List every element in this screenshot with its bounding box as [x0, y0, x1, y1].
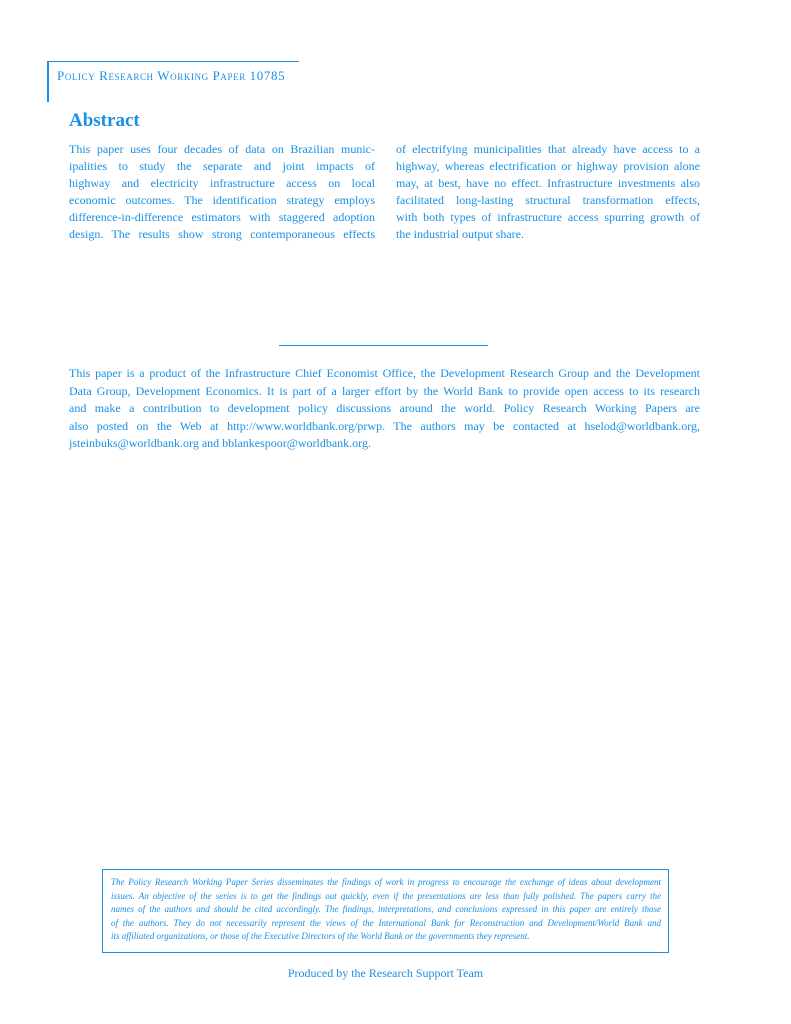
produced-by: Produced by the Research Support Team — [287, 966, 484, 980]
disclaimer-line: of the authors. They do not necessarily represent the views of the International Bank for Reconstruction and Development/World Bank and — [111, 917, 661, 928]
about-line: This paper is a product of the Infrastructure Chief Economist Office, the Development Research Group and the Development — [69, 366, 700, 380]
about-line: also posted on the Web at http://www.worldbank.org/prwp. The authors may be contacted at hselod@worldbank.org, — [69, 418, 700, 433]
abstract-heading: Abstract — [69, 110, 140, 131]
abstract-line: ipalities to study the separate and joint impacts of — [69, 159, 375, 173]
series-rule-horizontal — [47, 61, 299, 62]
abstract-line: highway, whereas electrification or highway provision alone — [396, 159, 700, 173]
abstract-right-column — [396, 141, 700, 243]
disclaimer-line: its affiliated organizations, or those of the Executive Directors of the World Bank or the governments they represent. — [111, 931, 530, 941]
disclaimer-line: issues. An objective of the series is to get the findings out quickly, even if the presentations are less than fully polished. The papers carry the — [111, 890, 661, 901]
about-line: and make a contribution to development policy discussions around the world. Policy Research Working Papers are — [69, 401, 700, 415]
abstract-line: This paper uses four decades of data on Brazilian munic- — [69, 142, 375, 156]
abstract-line: with both types of infrastructure access spurring growth of — [396, 210, 700, 224]
disclaimer-text — [111, 876, 661, 944]
abstract-line: economic outcomes. The identification strategy employs — [69, 193, 375, 207]
section-divider — [279, 345, 488, 346]
disclaimer-line: The Policy Research Working Paper Series disseminates the findings of work in progress to encourage the exchange of ideas about development — [111, 877, 661, 887]
abstract-line: highway and electricity infrastructure access on local — [69, 176, 375, 190]
disclaimer-box — [102, 869, 669, 953]
abstract-line: the industrial output share. — [396, 227, 524, 241]
about-line: Data Group, Development Economics. It is part of a larger effort by the World Bank to provide open access to its research — [69, 383, 700, 398]
series-rule-vertical — [47, 61, 49, 102]
abstract-line: may, at best, have no effect. Infrastructure investments also — [396, 176, 700, 190]
abstract-line: design. The results show strong contemporaneous effects — [69, 227, 375, 241]
disclaimer-line: names of the authors and should be cited accordingly. The findings, interpretations, and conclusions expressed in this paper are entirely those — [111, 904, 661, 914]
abstract-left-column — [69, 141, 375, 243]
series-title: Policy Research Working Paper 10785 — [57, 68, 286, 83]
abstract-line: of electrifying municipalities that already have access to a — [396, 142, 700, 156]
abstract-line: difference-in-difference estimators with staggered adoption — [69, 210, 375, 224]
about-line: jsteinbuks@worldbank.org and bblankespoor@worldbank.org. — [69, 436, 371, 450]
abstract-line: facilitated long-lasting structural transformation effects, — [396, 193, 700, 207]
about-paragraph — [69, 365, 700, 453]
